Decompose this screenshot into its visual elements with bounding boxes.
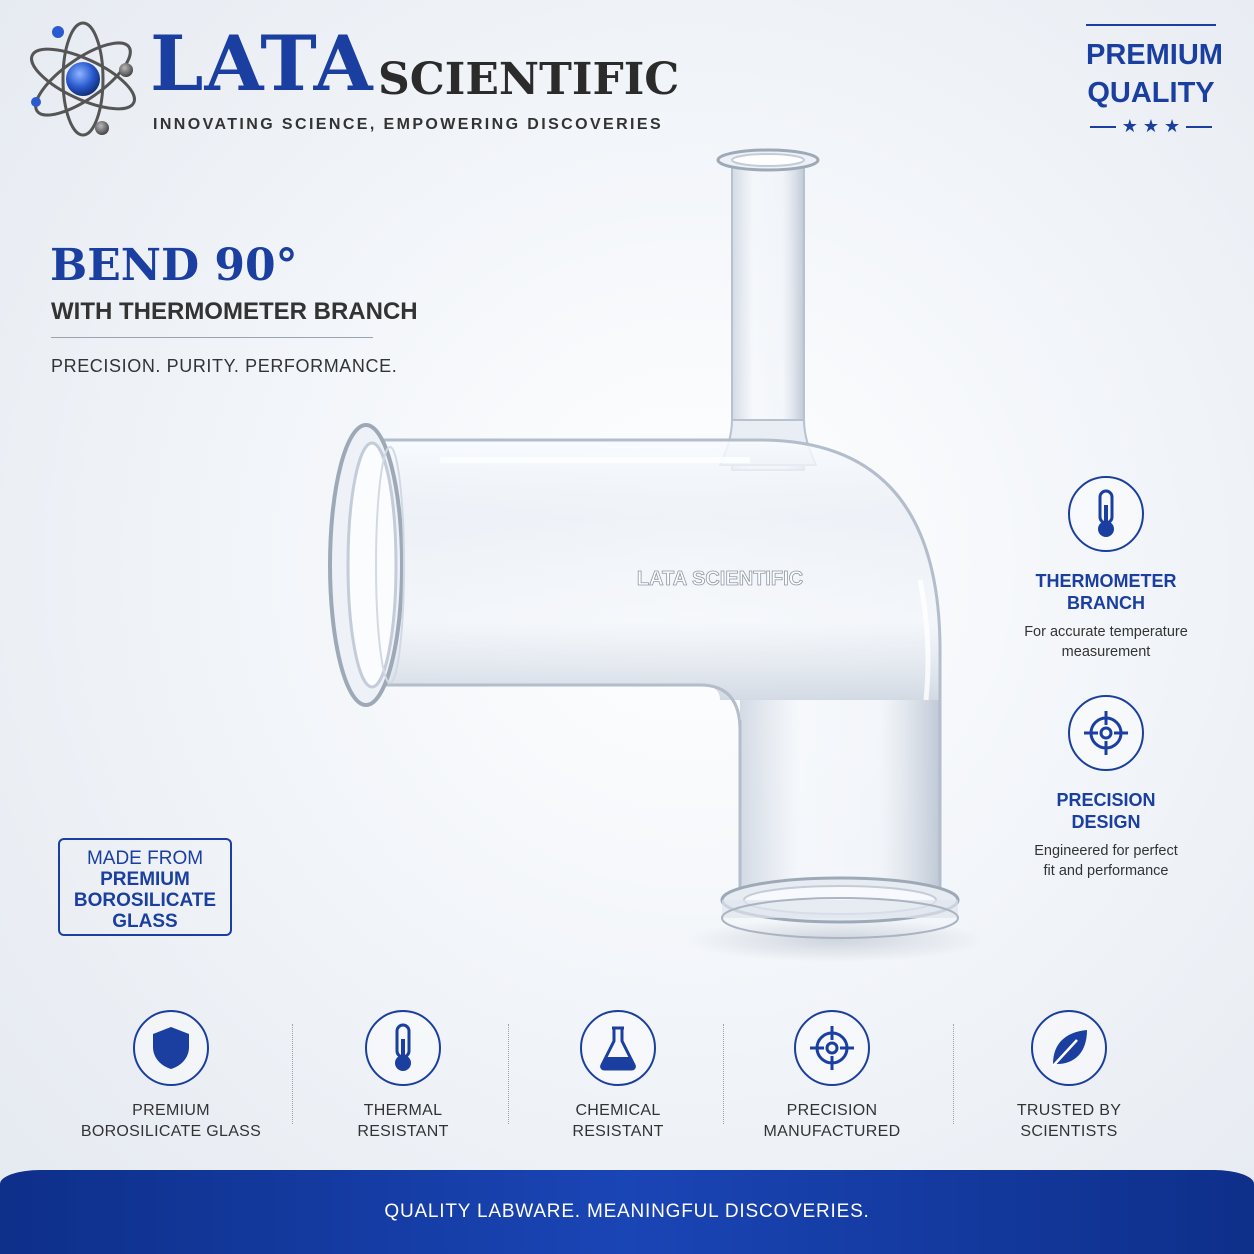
flask-icon: [580, 1010, 656, 1086]
star-icon: ★ ★ ★: [1121, 116, 1181, 136]
feature-desc: Engineered for perfect: [1034, 843, 1178, 859]
bottom-feature-label: PREMIUM: [132, 1102, 210, 1119]
bottom-feature-label: RESISTANT: [572, 1123, 664, 1140]
shield-icon: [133, 1010, 209, 1086]
crosshair-icon: [794, 1010, 870, 1086]
product-title: BEND 90°: [50, 240, 298, 291]
feature-desc: measurement: [1061, 644, 1151, 660]
brand-tagline: INNOVATING SCIENCE, EMPOWERING DISCOVERIES: [153, 116, 664, 133]
feature-title: THERMOMETER: [1035, 571, 1177, 591]
bottom-feature-trusted: [969, 1010, 1169, 1142]
glass-bend-illustration: [320, 140, 980, 1020]
glass-engraving: LATA SCIENTIFIC: [636, 568, 804, 590]
product-subtitle: WITH THERMOMETER BRANCH: [51, 298, 418, 325]
divider: [292, 1024, 293, 1124]
bottom-feature-label: MANUFACTURED: [763, 1123, 901, 1140]
bottom-feature-borosilicate: [71, 1010, 271, 1142]
divider: [953, 1024, 954, 1124]
badge-stars: [1086, 116, 1216, 137]
divider: [723, 1024, 724, 1124]
feature-thermometer-branch: [1006, 476, 1206, 662]
feature-desc: fit and performance: [1043, 863, 1169, 879]
feature-desc: For accurate temperature: [1024, 624, 1188, 640]
brand-name: LATA: [150, 19, 374, 108]
material-line3: BOROSILICATE: [73, 890, 217, 911]
feature-title: PRECISION: [1056, 790, 1156, 810]
bottom-feature-label: PRECISION: [786, 1102, 878, 1119]
bottom-feature-thermal: [303, 1010, 503, 1142]
premium-quality-badge: [1086, 24, 1223, 137]
leaf-icon: [1031, 1010, 1107, 1086]
bottom-feature-label: RESISTANT: [357, 1123, 449, 1140]
divider: [508, 1024, 509, 1124]
feature-title: DESIGN: [1071, 812, 1141, 832]
bottom-feature-precision: [732, 1010, 932, 1142]
brand-name-suffix: SCIENTIFIC: [378, 54, 680, 105]
material-line1: MADE FROM: [86, 848, 204, 869]
material-box: [58, 838, 232, 936]
material-line2: PREMIUM: [100, 869, 190, 890]
thermometer-icon: [1068, 476, 1144, 552]
feature-title: BRANCH: [1067, 593, 1145, 613]
bottom-feature-label: CHEMICAL: [575, 1102, 661, 1119]
bottom-feature-label: THERMAL: [363, 1102, 443, 1119]
badge-line2: QUALITY: [1087, 77, 1215, 109]
badge-line1: PREMIUM: [1086, 39, 1223, 71]
atom-icon: [22, 18, 144, 140]
product-slogan: PRECISION. PURITY. PERFORMANCE.: [51, 356, 398, 376]
bottom-feature-label: BOROSILICATE GLASS: [80, 1123, 262, 1140]
bottom-feature-label: SCIENTISTS: [1020, 1123, 1118, 1140]
footer-banner: [0, 1170, 1254, 1254]
footer-text: QUALITY LABWARE. MEANINGFUL DISCOVERIES.: [384, 1201, 870, 1222]
thermometer-icon: [365, 1010, 441, 1086]
feature-precision-design: [1006, 695, 1206, 881]
bottom-feature-label: TRUSTED BY: [1016, 1102, 1122, 1119]
crosshair-icon: [1068, 695, 1144, 771]
material-line4: GLASS: [112, 911, 178, 932]
bottom-feature-chemical: [518, 1010, 718, 1142]
